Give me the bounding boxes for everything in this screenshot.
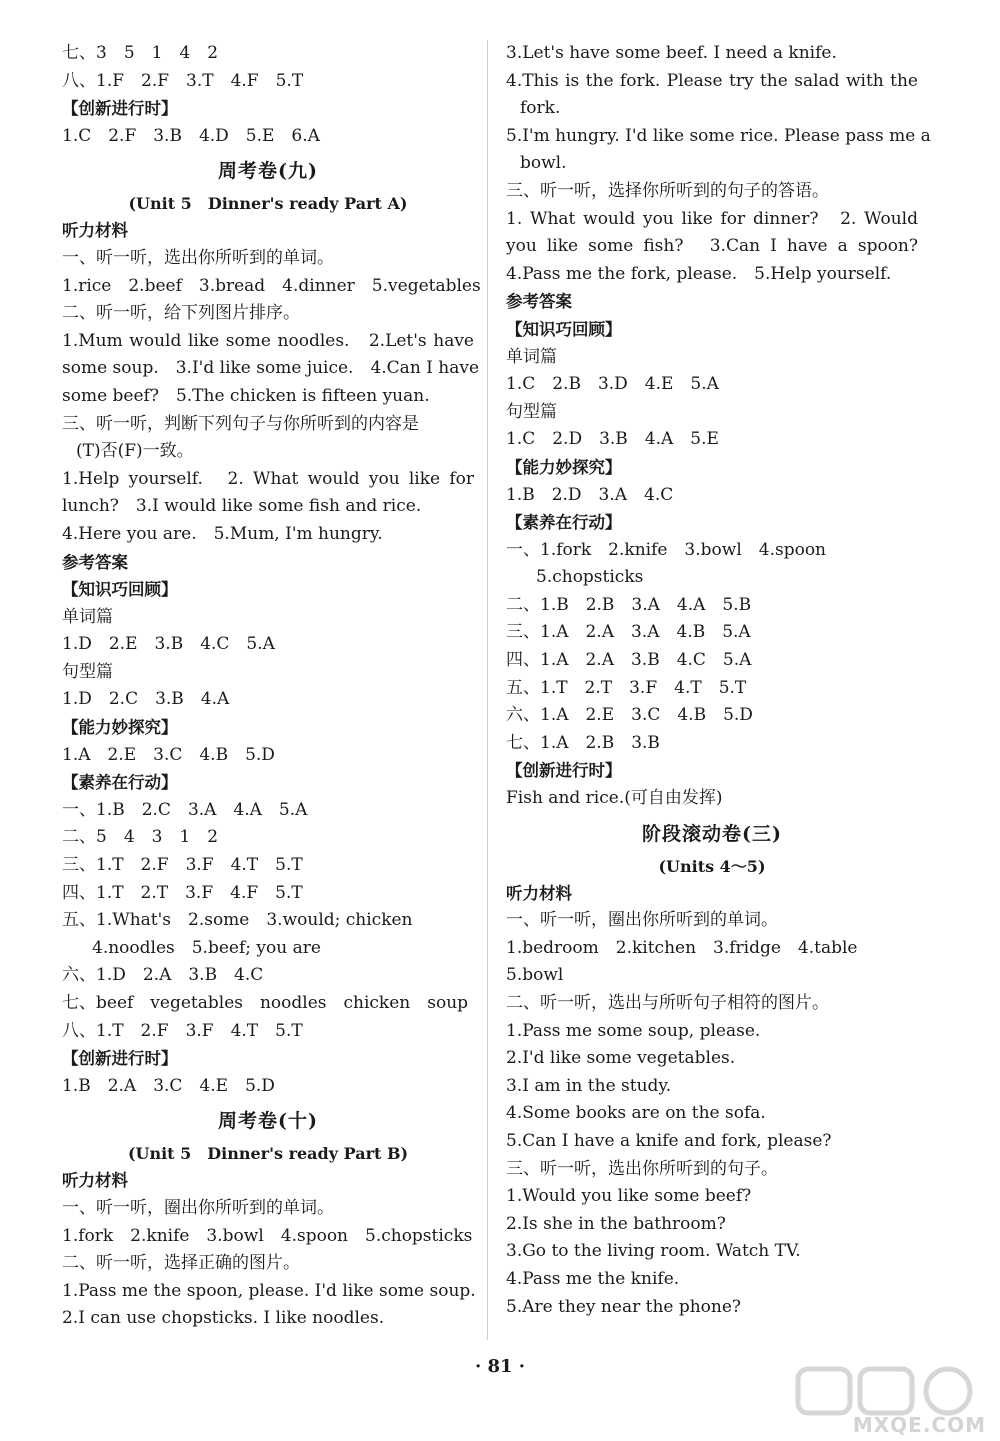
text-line: 1.C 2.B 3.D 4.E 5.A (506, 374, 719, 395)
section-heading: 参考答案 (506, 292, 572, 312)
text-line: 单词篇 (62, 606, 113, 627)
text-line: fork. (520, 98, 561, 119)
text-line: 5.Can I have a knife and fork, please? (506, 1130, 832, 1151)
section-heading: 【创新进行时】 (62, 99, 178, 119)
text-line: 八、1.F 2.F 3.T 4.F 5.T (62, 70, 304, 91)
section-heading: 【知识巧回顾】 (62, 580, 178, 600)
text-line: 一、1.B 2.C 3.A 4.A 5.A (62, 799, 308, 820)
section-heading: 【创新进行时】 (62, 1049, 178, 1069)
watermark-domain: MXQE.COM (852, 1413, 986, 1437)
left-column (62, 40, 481, 1333)
text-line: 1.C 2.F 3.B 4.D 5.E 6.A (62, 125, 320, 146)
text-line: bowl. (520, 153, 567, 174)
section-heading: 【创新进行时】 (506, 761, 622, 781)
section-title: 阶段滚动卷(三) (642, 822, 782, 845)
text-line: 一、听一听，圈出你所听到的单词。 (506, 910, 778, 931)
text-line: 1.rice 2.beef 3.bread 4.dinner 5.vegetables (62, 275, 481, 296)
section-heading: 听力材料 (506, 883, 572, 903)
text-line: 八、1.T 2.F 3.F 4.T 5.T (62, 1020, 303, 1041)
section-heading: 【知识巧回顾】 (506, 319, 622, 339)
section-heading: 【能力妙探究】 (62, 718, 178, 738)
text-line: 一、1.fork 2.knife 3.bowl 4.spoon (506, 539, 827, 560)
section-heading: 【能力妙探究】 (506, 457, 622, 477)
text-line: 七、3 5 1 4 2 (62, 43, 219, 63)
text-line: 1.D 2.E 3.B 4.C 5.A (62, 634, 275, 655)
text-line: 1.A 2.E 3.C 4.B 5.D (62, 744, 275, 765)
text-line: 1. What would you like for dinner? 2. Would (506, 208, 918, 229)
text-line: 六、1.A 2.E 3.C 4.B 5.D (506, 705, 753, 726)
text-line: 四、1.T 2.T 3.F 4.F 5.T (62, 882, 303, 903)
text-line: 2.Is she in the bathroom? (506, 1213, 726, 1234)
text-line: 句型篇 (62, 661, 113, 682)
text-line: 一、听一听，圈出你所听到的单词。 (62, 1197, 334, 1218)
section-heading: 听力材料 (62, 1171, 128, 1191)
section-subtitle: (Units 4～5) (658, 856, 766, 876)
text-line: 5.chopsticks (536, 567, 644, 588)
text-line: 单词篇 (506, 346, 557, 367)
text-line: 三、听一听，选择你所听到的句子的答语。 (506, 180, 829, 201)
text-line: 1.Pass me some soup, please. (506, 1020, 761, 1041)
text-line: 三、听一听，选出你所听到的句子。 (506, 1158, 778, 1179)
text-line: 三、1.A 2.A 3.A 4.B 5.A (506, 622, 751, 643)
text-line: 1.bedroom 2.kitchen 3.fridge 4.table (506, 937, 858, 958)
text-line: 5.bowl (506, 965, 564, 986)
text-line: 1.B 2.A 3.C 4.E 5.D (62, 1075, 275, 1096)
text-line: 5.Are they near the phone? (506, 1296, 742, 1317)
text-line: 1.D 2.C 3.B 4.A (62, 689, 230, 710)
text-line: 1.Mum would like some noodles. 2.Let's have (62, 330, 474, 351)
text-line: 1.Would you like some beef? (506, 1186, 752, 1207)
section-title: 周考卷(九) (218, 160, 318, 183)
text-line: 1.B 2.D 3.A 4.C (506, 484, 674, 505)
text-line: 二、1.B 2.B 3.A 4.A 5.B (506, 594, 752, 615)
text-line: 3.Go to the living room. Watch TV. (506, 1241, 801, 1262)
section-heading: 听力材料 (62, 221, 128, 241)
text-line: 三、听一听，判断下列句子与你所听到的内容是 (62, 413, 419, 434)
page-number: · 81 · (474, 1356, 526, 1377)
section-title: 周考卷(十) (218, 1110, 318, 1133)
right-column (506, 40, 931, 1321)
text-line: 1.C 2.D 3.B 4.A 5.E (506, 429, 719, 450)
text-line: 3.Let's have some beef. I need a knife. (506, 43, 837, 63)
text-line: 二、听一听，选择正确的图片。 (62, 1253, 300, 1274)
text-line: Fish and rice.(可自由发挥) (506, 788, 723, 809)
section-subtitle: (Unit 5 Dinner's ready Part A) (128, 194, 408, 214)
section-heading: 【素养在行动】 (62, 773, 178, 793)
text-line: 4.noodles 5.beef; you are (92, 937, 321, 958)
text-line: 4.Some books are on the sofa. (506, 1103, 766, 1124)
text-line: 4.This is the fork. Please try the salad with the (506, 70, 918, 91)
text-line: 1.fork 2.knife 3.bowl 4.spoon 5.chopsticks (62, 1225, 473, 1246)
text-line: some beef? 5.The chicken is fifteen yuan. (62, 385, 430, 406)
watermark-logo-icon (788, 1363, 988, 1419)
text-line: 5.I'm hungry. I'd like some rice. Please pass me a (506, 125, 931, 146)
column-divider (487, 40, 488, 1340)
text-line: some soup. 3.I'd like some juice. 4.Can I have (62, 358, 480, 379)
text-line: 4.Pass me the fork, please. 5.Help yourself. (506, 263, 892, 284)
text-line: lunch? 3.I would like some fish and rice. (62, 496, 422, 517)
text-line: you like some fish? 3.Can I have a spoon? (506, 236, 918, 257)
text-line: 4.Here you are. 5.Mum, I'm hungry. (62, 523, 383, 544)
text-line: 2.I'd like some vegetables. (506, 1048, 736, 1069)
text-line: 六、1.D 2.A 3.B 4.C (62, 965, 264, 986)
text-line: 四、1.A 2.A 3.B 4.C 5.A (506, 650, 752, 671)
text-line: 1.Help yourself. 2. What would you like for (62, 468, 474, 489)
text-line: 二、听一听，给下列图片排序。 (62, 303, 300, 324)
text-line: 五、1.T 2.T 3.F 4.T 5.T (506, 677, 747, 698)
text-line: 五、1.What's 2.some 3.would; chicken (62, 910, 413, 931)
section-heading: 参考答案 (62, 552, 128, 572)
text-line: 七、beef vegetables noodles chicken soup (62, 993, 469, 1013)
text-line: 三、1.T 2.F 3.F 4.T 5.T (62, 855, 303, 876)
text-line: 4.Pass me the knife. (506, 1268, 680, 1289)
section-subtitle: (Unit 5 Dinner's ready Part B) (127, 1144, 409, 1164)
text-line: 七、1.A 2.B 3.B (506, 732, 660, 753)
text-line: 2.I can use chopsticks. I like noodles. (62, 1308, 385, 1329)
text-line: 二、听一听，选出与所听句子相符的图片。 (506, 993, 829, 1013)
text-line: 一、听一听，选出你所听到的单词。 (62, 247, 334, 268)
text-line: 1.Pass me the spoon, please. I'd like some soup. (62, 1280, 476, 1301)
text-line: 3.I am in the study. (506, 1075, 672, 1096)
text-line: 句型篇 (506, 401, 557, 422)
text-line: (T)否(F)一致。 (76, 441, 194, 462)
section-heading: 【素养在行动】 (506, 513, 622, 533)
text-line: 二、5 4 3 1 2 (62, 827, 219, 848)
